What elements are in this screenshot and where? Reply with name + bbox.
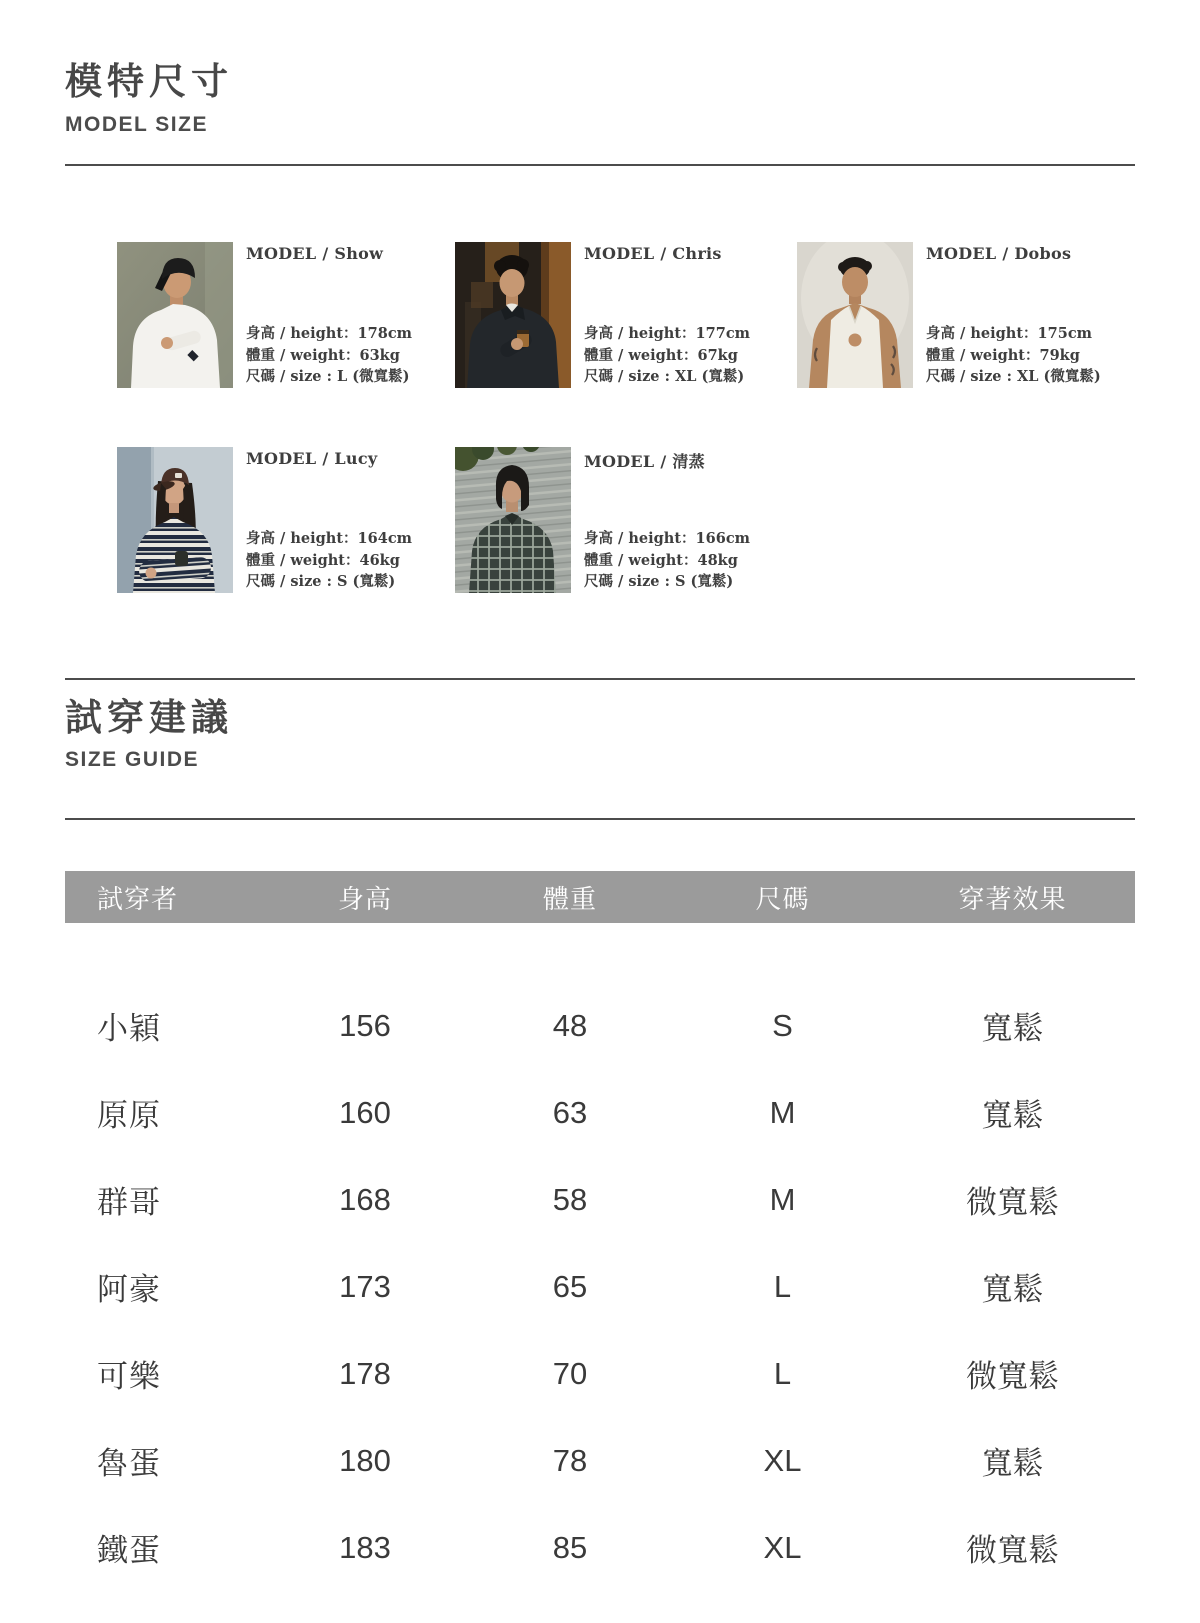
fitter-height: 160 [339, 1094, 391, 1130]
model-size-title-zh: 模特尺寸 [65, 61, 233, 102]
fitter-size: M [769, 1094, 796, 1130]
divider [65, 818, 1135, 820]
model-photo-lucy [117, 447, 233, 593]
fitter-fit: 寬鬆 [981, 1098, 1044, 1134]
table-row [65, 1417, 1135, 1504]
model-size-section [65, 62, 1135, 593]
size-guide-table-header [65, 871, 1135, 923]
model-photo-qingzheng-illustration [455, 447, 571, 593]
header-weight: 體重 [542, 883, 597, 914]
model-info [246, 447, 412, 593]
fitter-weight: 48 [552, 1007, 588, 1043]
fitter-weight: 58 [552, 1181, 588, 1217]
size-guide-title-en: SIZE GUIDE [65, 748, 200, 772]
fitter-weight: 78 [552, 1442, 588, 1478]
table-row [65, 1156, 1135, 1243]
model-height: 身高 / height：166cm [584, 530, 750, 548]
model-info [584, 447, 750, 593]
size-guide-title-zh: 試穿建議 [65, 696, 233, 738]
model-weight: 體重 / weight：48kg [584, 551, 738, 569]
fitter-fit: 寬鬆 [981, 1272, 1044, 1308]
table-row [65, 1069, 1135, 1156]
model-info [926, 242, 1101, 388]
model-card-lucy [117, 447, 447, 593]
model-photo-lucy-illustration [117, 447, 233, 593]
model-photo-show-illustration [117, 242, 233, 388]
model-weight: 體重 / weight：79kg [926, 346, 1080, 364]
header-size: 尺碼 [755, 883, 810, 914]
fitter-weight: 85 [552, 1529, 588, 1565]
model-height: 身高 / height：164cm [246, 530, 412, 548]
model-height: 身高 / height：178cm [246, 325, 412, 343]
model-weight: 體重 / weight：63kg [246, 346, 400, 364]
model-size-info: 尺碼 / size : S (寬鬆) [584, 573, 734, 591]
model-height: 身高 / height：177cm [584, 325, 750, 343]
model-name: MODEL / Lucy [246, 448, 378, 468]
model-name: MODEL / Chris [584, 243, 722, 263]
model-size-info: 尺碼 / size : XL (寬鬆) [584, 368, 745, 386]
fitter-height: 180 [339, 1442, 391, 1478]
fitter-name: 阿豪 [97, 1272, 161, 1308]
fitter-size: L [773, 1268, 792, 1304]
model-weight: 體重 / weight：67kg [584, 346, 738, 364]
size-guide-section [65, 698, 1135, 1592]
fitter-fit: 微寬鬆 [966, 1185, 1059, 1221]
fitter-height: 178 [339, 1355, 391, 1391]
model-name: MODEL / Show [246, 243, 384, 263]
model-cards-grid [117, 242, 1135, 593]
model-size-title-en: MODEL SIZE [65, 112, 208, 136]
fitter-name: 魯蛋 [97, 1446, 161, 1482]
model-card-qingzheng [455, 447, 785, 593]
fitter-fit: 微寬鬆 [966, 1359, 1059, 1395]
model-photo-qingzheng [455, 447, 571, 593]
fitter-weight: 63 [552, 1094, 588, 1130]
model-name: MODEL / Dobos [926, 243, 1072, 263]
model-stats [584, 323, 750, 388]
table-row [65, 1330, 1135, 1417]
fitter-name: 小穎 [97, 1011, 161, 1047]
fitter-name: 原原 [97, 1098, 161, 1134]
model-height: 身高 / height：175cm [926, 325, 1092, 343]
fitter-size: L [773, 1355, 792, 1391]
table-row [65, 1504, 1135, 1591]
fitter-height: 156 [339, 1007, 391, 1043]
fitter-fit: 寬鬆 [981, 1446, 1044, 1482]
fitter-fit: 寬鬆 [981, 1011, 1044, 1047]
fitter-size: S [772, 1007, 793, 1043]
divider [65, 164, 1135, 166]
header-fit: 穿著效果 [958, 883, 1067, 914]
fitter-weight: 70 [552, 1355, 588, 1391]
model-photo-show [117, 242, 233, 388]
fitter-height: 183 [339, 1529, 391, 1565]
model-size-info: 尺碼 / size : L (微寬鬆) [246, 368, 410, 386]
model-photo-chris-illustration [455, 242, 571, 388]
model-info [584, 242, 750, 388]
model-card-show [117, 242, 447, 388]
model-name: MODEL / 清蒸 [584, 451, 705, 471]
header-height: 身高 [337, 883, 392, 914]
fitter-weight: 65 [552, 1268, 588, 1304]
model-weight: 體重 / weight：46kg [246, 551, 400, 569]
model-stats [584, 528, 750, 593]
fitter-name: 鐵蛋 [97, 1533, 161, 1569]
header-fitter: 試穿者 [97, 883, 179, 914]
model-stats [246, 528, 412, 593]
divider [65, 678, 1135, 680]
fitter-size: XL [763, 1442, 802, 1478]
model-card-dobos [797, 242, 1127, 388]
table-row [65, 982, 1135, 1069]
model-photo-chris [455, 242, 571, 388]
model-stats [926, 323, 1101, 388]
model-size-info: 尺碼 / size : S (寬鬆) [246, 573, 396, 591]
fitter-name: 群哥 [97, 1185, 161, 1221]
fitter-height: 168 [339, 1181, 391, 1217]
model-stats [246, 323, 412, 388]
size-guide-table [65, 871, 1135, 1591]
model-info [246, 242, 412, 388]
model-card-chris [455, 242, 785, 388]
table-row [65, 1243, 1135, 1330]
fitter-fit: 微寬鬆 [966, 1533, 1059, 1569]
fitter-size: M [769, 1181, 796, 1217]
model-size-info: 尺碼 / size : XL (微寬鬆) [926, 368, 1101, 386]
model-photo-dobos [797, 242, 913, 388]
model-photo-dobos-illustration [797, 242, 913, 388]
fitter-height: 173 [339, 1268, 391, 1304]
size-guide-table-body [65, 982, 1135, 1591]
fitter-size: XL [763, 1529, 802, 1565]
fitter-name: 可樂 [97, 1359, 161, 1395]
